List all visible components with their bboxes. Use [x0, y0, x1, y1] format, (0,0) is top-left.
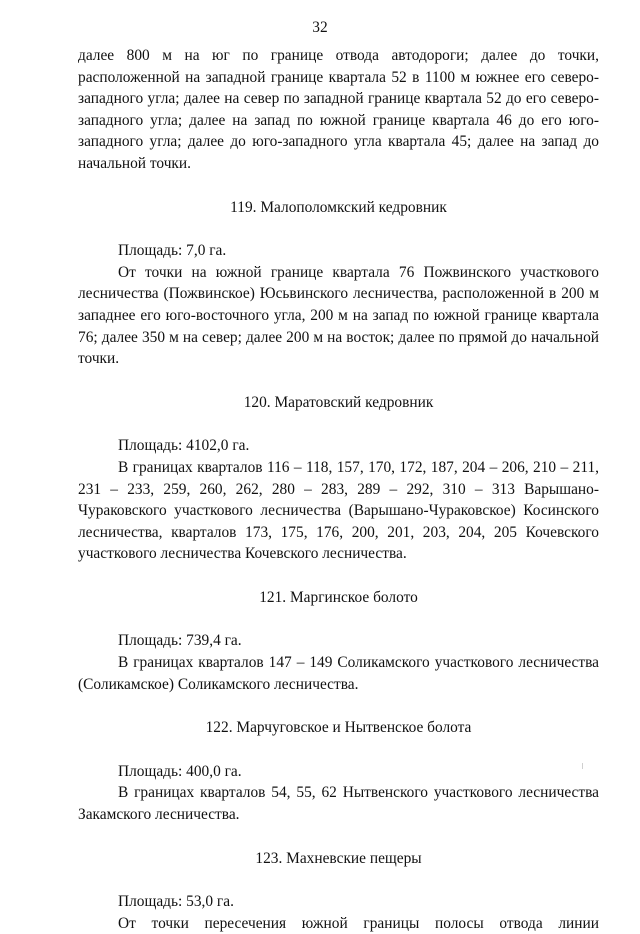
section-description-121: В границах кварталов 147 – 149 Соликамского участкового лесничества (Соликамское) Соликамского лесничества. [78, 654, 599, 693]
section-description-120: В границах кварталов 116 – 118, 157, 170, 172, 187, 204 – 206, 210 – 211, 231 – 233, 259, 260, 262, 280 – 283, 289 – 292, 310 – 313 Варышано-Чураковского участкового лесничества (Варышано-Чураковское) Косинского лесничества, кварталов 173, 175, 176, 200, 201, 203, 204, 205 Кочевского участкового лесничества Кочевского лесничества. [78, 458, 599, 563]
scan-mark [582, 763, 583, 769]
section-description-119: От точки на южной границе квартала 76 Пожвинского участкового лесничества (Пожвинское) Юсьвинского лесничества, расположенной в 200 м западнее его юго-восточного угла, 200 м на запад по южной границе квартала 76; далее 350 м на север; далее 200 м на восток; далее по прямой до начальной точки. [78, 263, 599, 368]
section-area-121: Площадь: 739,4 га. [118, 632, 242, 650]
section-heading-119: 119. Малополомкский кедровник [230, 198, 447, 216]
section-description-122: В границах кварталов 54, 55, 62 Нытвенского участкового лесничества Закамского лесничества. [78, 784, 599, 824]
intro-paragraph: далее 800 м на юг по границе отвода автодороги; далее до точки, расположенной на западной границе квартала 52 в 1100 м южнее его северо-западного угла; далее на север по западной границе квартала 52 до его северо-западного угла; далее на запад по южной границе квартала 46 до его юго-западного угла; далее до юго-западного угла квартала 45; далее на запад до начальной точки. [78, 47, 599, 172]
section-area-119: Площадь: 7,0 га. [118, 242, 227, 260]
section-heading-122: 122. Марчуговское и Нытвенское болота [205, 719, 472, 737]
section-heading-123: 123. Махневские пещеры [255, 849, 422, 867]
section-area-122: Площадь: 400,0 га. [118, 762, 242, 780]
section-heading-121: 121. Маргинское болото [259, 588, 418, 606]
section-area-123: Площадь: 53,0 га. [118, 893, 234, 911]
section-description-123: От точки пересечения южной границы полосы отвода линии [118, 914, 599, 932]
document-body [78, 45, 599, 934]
section-heading-120: 120. Маратовский кедровник [243, 393, 434, 411]
page-number: 32 [312, 19, 328, 36]
section-area-120: Площадь: 4102,0 га. [118, 437, 250, 455]
